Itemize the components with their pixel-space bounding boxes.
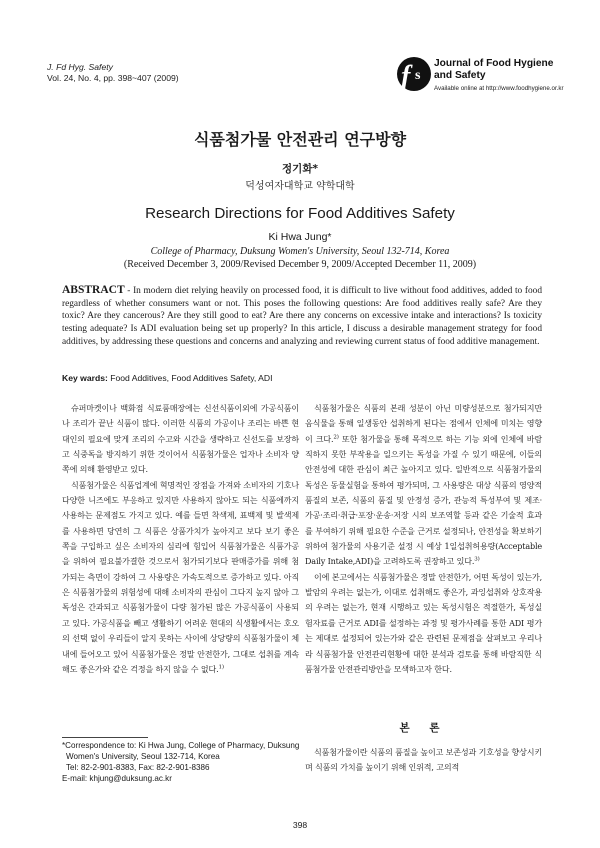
volume-line: Vol. 24, No. 4, pp. 398~407 (2009) (47, 73, 179, 83)
page-number: 398 (292, 820, 308, 830)
right-column (305, 401, 542, 677)
paragraph (62, 478, 299, 677)
reference-marker: 2) (333, 434, 339, 441)
paragraph-text: 식품첨가물은 식품업계에 혁명적인 장점을 가져와 소비자의 기호나 다양한 니즈에도 부응하고 있지만 사용하지 않아도 되는 식품에까지 사용하는 문제점도 가지고 있다. 예를 들면 착색제, 표백제 및 발색제를 사용하면 당연히 그 식품은 상품가치가 높아지고 보다 보기 좋은 쪽을 구입하고 싶은 소비자의 심리에 힘입어 식품첨가물은 식품가공을 위하여 필요불가결한 것으로서 첨가되기보다 판매증가를 위해 첨가되는 측면이 강하여 그 사용량은 가속도적으로 증가하고 있다. 아직은 식품첨가물의 위험성에 대해 소비자의 관심이 그다지 높지 않아 그 독성은 간과되고 식품첨가물이 다량 첨가된 많은 가공식품이 사용되고 있다. 가공식품을 빼고 생활하기 어려운 현대의 식생활에서는 호오의 선택 없이 우리들이 알지 못하는 사이에 상당량의 식품첨가물이 체내에 들어오고 있어 식품첨가물은 정말 안전한가, 그대로 섭취를 계속해도 좋은가와 같은 걱정을 하지 않을 수 없다. (62, 480, 299, 674)
abstract-label: ABSTRACT (62, 284, 125, 296)
footnote-email: E-mail: khjung@duksung.ac.kr (62, 774, 172, 783)
paragraph: 슈퍼마켓이나 백화점 식료품매장에는 신선식품이외에 가공식품이나 조리가 끝난 식품이 많다. 이러한 식품의 가공이나 조리는 바쁜 현대인의 필요에 맞게 조리의 수고와 시간을 생략하고 신선도를 보장하고 식중독을 방지하기 위한 것이어서 식품첨가물은 업자나 소비자 양쪽에 의해 환영받고 있다. (62, 404, 299, 475)
correspondence-footnote (62, 740, 302, 784)
journal-logo-icon (396, 55, 432, 93)
reference-marker: 1) (218, 664, 224, 671)
abstract-text: - In modern diet relying heavily on processed food, it is difficult to live without food additives, added to food regardless of whether consumers want or not. This poses the following questions: Are food additives really safe? Are they toxic? Are they cancerous? Are they still good to eat? Are there any concerns on excessive intake and interactions? Is toxicity testing adequate? Is ADI evaluation being set up properly? In this article, I discuss a desirable management strategy for food additives, by addressing these questions and concerns and analyzing and reviewing current status of food additive management. (62, 286, 542, 347)
journal-abbrev: J. Fd Hyg. Safety (47, 62, 113, 72)
author-korean: 정기화* (282, 163, 318, 175)
paragraph (305, 401, 542, 570)
paragraph-text: 식품첨가물은 식품의 본래 성분이 아닌 미량성분으로 첨가되지만 음식물을 통해 일생동안 섭취하게 된다는 점에서 인체에 미치는 영향이 크다. (305, 404, 542, 444)
paragraph-text: 또한 첨가물을 통해 목적으로 하는 기능 외에 인체에 바람직하지 못한 부작용을 일으키는 독성을 가질 수 있기 때문에, 이들의 안전성에 대한 관심이 최근 높아지고 있다. 일반적으로 식품첨가물의 독성은 동물실험을 통하여 평가되며, 그 사용량은 대상 식품의 영양적 품질의 보존, 식품의 품질 및 안정성 증가, 관능적 특성부여 및 제조·가공·조리·취급·포장·운송·저장 시의 보조역할 등과 같은 기술적 효과를 부여하기 위해 필요한 수준을 근거로 설정되나, 안전성을 확보하기 위하여 첨가물의 사용기준 설정 시 예상 1일섭취허용량(Acceptable Daily Intake,ADI)을 고려하도록 권장하고 있다. (305, 434, 543, 567)
journal-name-line2: and Safety (434, 70, 486, 81)
affiliation-korean: 덕성여자대학교 약학대학 (245, 181, 355, 192)
title-korean: 식품첨가물 안전관리 연구방향 (193, 130, 407, 149)
footnote-divider (62, 737, 148, 738)
footnote-line: *Correspondence to: Ki Hwa Jung, College of Pharmacy, Duksung (62, 741, 300, 750)
keywords-text: Food Additives, Food Additives Safety, ADI (107, 373, 273, 383)
online-url: Available online at http://www.foodhygiene.or.kr (434, 85, 564, 92)
paragraph: 이에 본고에서는 식품첨가물은 정말 안전한가, 어떤 독성이 있는가, 발암의 우려는 없는가, 이대로 섭취해도 좋은가, 과잉섭취와 상호작용의 우려는 없는가, 현재 시행하고 있는 독성시험은 적절한가, 독성실험자료를 근거로 ADI를 설정하는 과정 및 평가사례를 통한 ADI 평가는 제대로 설정되어 있는가와 같은 관련된 문제점을 살펴보고 우리나라 식품첨가물 안전관리현황에 대한 분석과 검토를 통해 바람직한 식품첨가물 안전관리방안을 모색하고자 한다. (305, 572, 542, 674)
abstract (62, 284, 542, 349)
author-english: Ki Hwa Jung* (268, 231, 332, 243)
journal-name (434, 58, 553, 82)
svg-text:f: f (401, 61, 411, 92)
reference-marker: 3) (474, 556, 480, 563)
journal-citation (47, 62, 179, 84)
footnote-line: Women's University, Seoul 132-714, Korea (66, 752, 220, 761)
svg-text:s: s (415, 68, 421, 83)
right-column-continued (305, 745, 542, 776)
journal-name-line1: Journal of Food Hygiene (434, 58, 554, 69)
paragraph: 식품첨가물이란 식품의 품질을 높이고 보존성과 기호성을 향상시키며 식품의 가치를 높이기 위해 인위적, 고의적 (305, 748, 542, 773)
title-english: Research Directions for Food Additives Safety (145, 205, 455, 222)
received-dates: (Received December 3, 2009/Revised December 9, 2009/Accepted December 11, 2009) (123, 259, 477, 270)
footnote-line: Tel: 82-2-901-8383, Fax: 82-2-901-8386 (66, 763, 210, 772)
keywords-label: Key wards: (62, 373, 108, 383)
section-heading: 본 론 (399, 722, 448, 734)
affiliation-english: College of Pharmacy, Duksung Women's University, Seoul 132-714, Korea (150, 246, 450, 257)
keywords (62, 373, 273, 383)
left-column (62, 401, 299, 677)
